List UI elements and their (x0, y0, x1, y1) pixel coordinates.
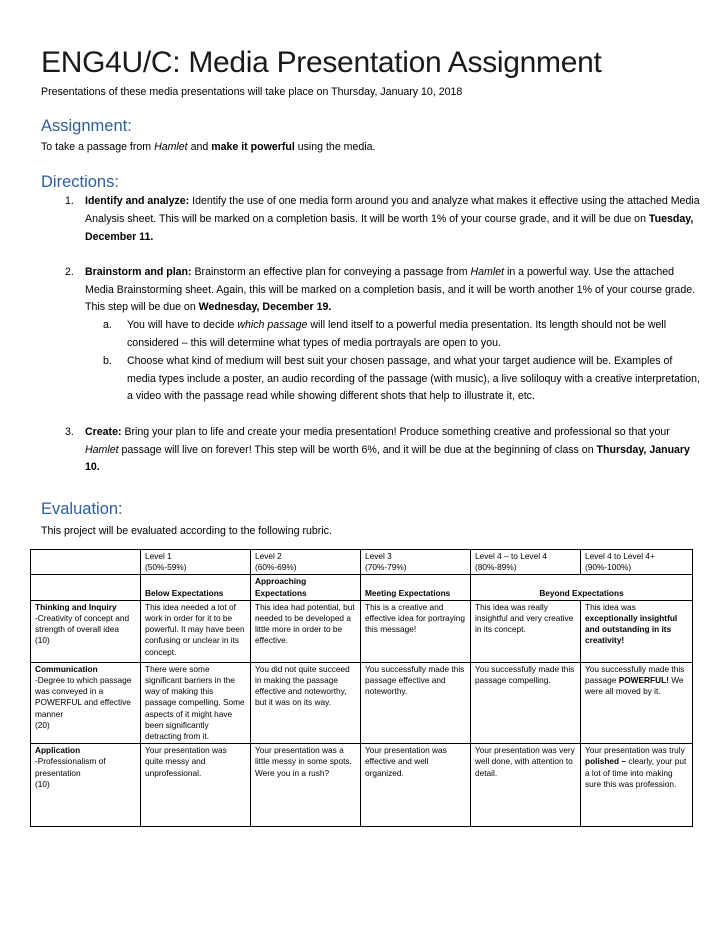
evaluation-heading: Evaluation: (41, 500, 123, 518)
expectation-meeting: Meeting Expectations (361, 575, 471, 600)
rubric-table (30, 549, 693, 827)
directions-heading: Directions: (41, 173, 119, 191)
rubric-corner-cell (31, 550, 141, 575)
criterion-cell: Communication -Degree to which passage was conveyed in a POWERFUL and effective manner (20) (31, 662, 141, 743)
rubric-cell: Your presentation was quite messy and unprofessional. (141, 744, 251, 827)
rubric-cell: You successfully made this passage compelling. (471, 662, 581, 743)
rubric-cell: Your presentation was a little messy in some spots. Were you in a rush? (251, 744, 361, 827)
expectation-approaching: Approaching Expectations (251, 575, 361, 600)
rubric-cell: This idea needed a lot of work in order for it to be powerful. It may have been confusing or unclear in its concept. (141, 600, 251, 662)
evaluation-text: This project will be evaluated according to the following rubric. (41, 525, 332, 537)
rubric-cell: Your presentation was effective and well organized. (361, 744, 471, 827)
rubric-levels-row (31, 550, 693, 575)
rubric-cell: This idea had potential, but needed to be developed a little more in order to be effective. (251, 600, 361, 662)
rubric-level-3: Level 3 (70%-79%) (361, 550, 471, 575)
rubric-expectations-corner (31, 575, 141, 600)
rubric-cell: You successfully made this passage POWERFUL! We were all moved by it. (581, 662, 693, 743)
rubric-row-application (31, 744, 693, 827)
criterion-cell: Application -Professionalism of presentation (10) (31, 744, 141, 827)
assignment-text: To take a passage from Hamlet and make it powerful using the media. (41, 141, 376, 153)
rubric-row-thinking (31, 600, 693, 662)
expectation-beyond: Beyond Expectations (471, 575, 693, 600)
rubric-cell: Your presentation was truly polished – clearly, your put a lot of time into making sure this was profession. (581, 744, 693, 827)
rubric-cell: This idea was exceptionally insightful and outstanding in its creativity! (581, 600, 693, 662)
directions-list (41, 193, 701, 495)
rubric-cell: This idea was really insightful and very creative in its concept. (471, 600, 581, 662)
direction-subitem-b: b. Choose what kind of medium will best suit your chosen passage, and what your target audience will be. Examples of media types include a poster, an audio recording of the passage (with music), a live soliloquy with a creative interpretation, a video with the passage read while showing different shots that help to illustrate it, etc. (103, 354, 700, 403)
page-title: ENG4U/C: Media Presentation Assignment (41, 46, 602, 79)
rubric-cell: You did not quite succeed in making the passage effective and noteworthy, but it was on its way. (251, 662, 361, 743)
rubric-level-1: Level 1 (50%-59%) (141, 550, 251, 575)
rubric-cell: This is a creative and effective idea for portraying this message! (361, 600, 471, 662)
direction-item-2: 2. Brainstorm and plan: Brainstorm an effective plan for conveying a passage from Hamlet in a powerful way. Use the attached Media Brainstorming sheet. Again, this will be marked on a completion basis, and it will be worth another 1% of your course grade. This step will be due on Wednesday, December 19. (65, 265, 696, 314)
page-subtitle: Presentations of these media presentations will take place on Thursday, January 10, 2018 (41, 86, 463, 98)
rubric-cell: There were some significant barriers in the way of making this passage compelling. Some aspects of it might have been significantly detracting from it. (141, 662, 251, 743)
criterion-cell: Thinking and Inquiry -Creativity of concept and strength of overall idea (10) (31, 600, 141, 662)
assignment-heading: Assignment: (41, 117, 132, 135)
expectation-below: Below Expectations (141, 575, 251, 600)
rubric-expectations-row (31, 575, 693, 600)
direction-subitem-a: a. You will have to decide which passage will lend itself to a powerful media presentation. Its length should not be well considered – this will determine what types of media portrayals are open to you. (103, 319, 667, 350)
rubric-level-4: Level 4 – to Level 4 (80%-89%) (471, 550, 581, 575)
rubric-cell: You successfully made this passage effective and noteworthy. (361, 662, 471, 743)
rubric-level-4-plus: Level 4 to Level 4+ (90%-100%) (581, 550, 693, 575)
rubric-row-communication (31, 662, 693, 743)
direction-item-3: 3. Create: Bring your plan to life and create your media presentation! Produce something creative and professional so that your Hamlet passage will live on forever! This step will be worth 6%, and it will be due at the beginning of class on Thursday, January 10. (65, 425, 690, 474)
direction-item-1: 1. Identify and analyze: Identify the use of one media form around you and analyze what makes it effective using the attached Media Analysis sheet. This will be marked on a completion basis. It will be worth 1% of your course grade, and it will be due on Tuesday, December 11. (65, 195, 700, 243)
rubric-cell: Your presentation was very well done, with attention to detail. (471, 744, 581, 827)
rubric-level-2: Level 2 (60%-69%) (251, 550, 361, 575)
